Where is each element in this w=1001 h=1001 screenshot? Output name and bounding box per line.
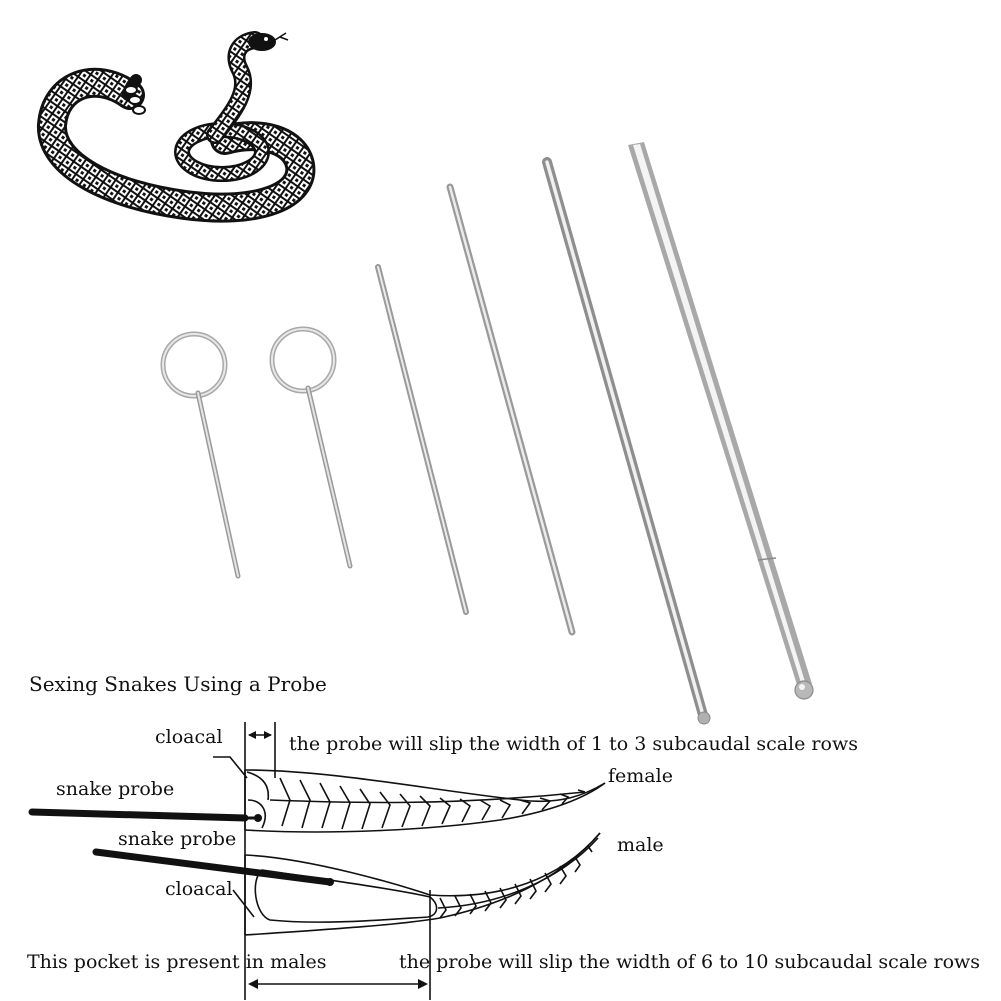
male-cloacal-label: cloacal xyxy=(165,878,233,900)
straight-probe-2 xyxy=(450,187,572,632)
male-tail xyxy=(245,833,600,935)
male-probe-label: snake probe xyxy=(118,828,237,850)
probe-set xyxy=(163,142,813,724)
ring-probe-1 xyxy=(163,334,238,576)
diagram-title: Sexing Snakes Using a Probe xyxy=(29,672,327,696)
ring-probe-2 xyxy=(272,329,350,566)
straight-probe-3 xyxy=(547,162,710,724)
female-cloacal-leader xyxy=(213,757,247,778)
straight-probe-1 xyxy=(378,267,466,612)
rattlesnake-illustration xyxy=(52,33,300,208)
male-depth-note: the probe will slip the width of 6 to 10 subcaudal scale rows xyxy=(399,951,981,973)
male-cloacal-leader xyxy=(233,890,254,917)
snake-head xyxy=(248,33,276,51)
male-width-arrow xyxy=(248,979,428,989)
female-width-arrow xyxy=(248,731,272,739)
female-probe-label: snake probe xyxy=(56,778,175,800)
male-pocket-note: This pocket is present in males xyxy=(27,951,327,973)
female-tail xyxy=(245,770,605,832)
female-label: female xyxy=(608,765,673,787)
male-label: male xyxy=(617,834,664,856)
straight-probe-4 xyxy=(628,142,813,699)
female-probe xyxy=(32,812,262,822)
female-cloacal-label: cloacal xyxy=(155,726,223,748)
female-depth-note: the probe will slip the width of 1 to 3 subcaudal scale rows xyxy=(289,733,858,755)
